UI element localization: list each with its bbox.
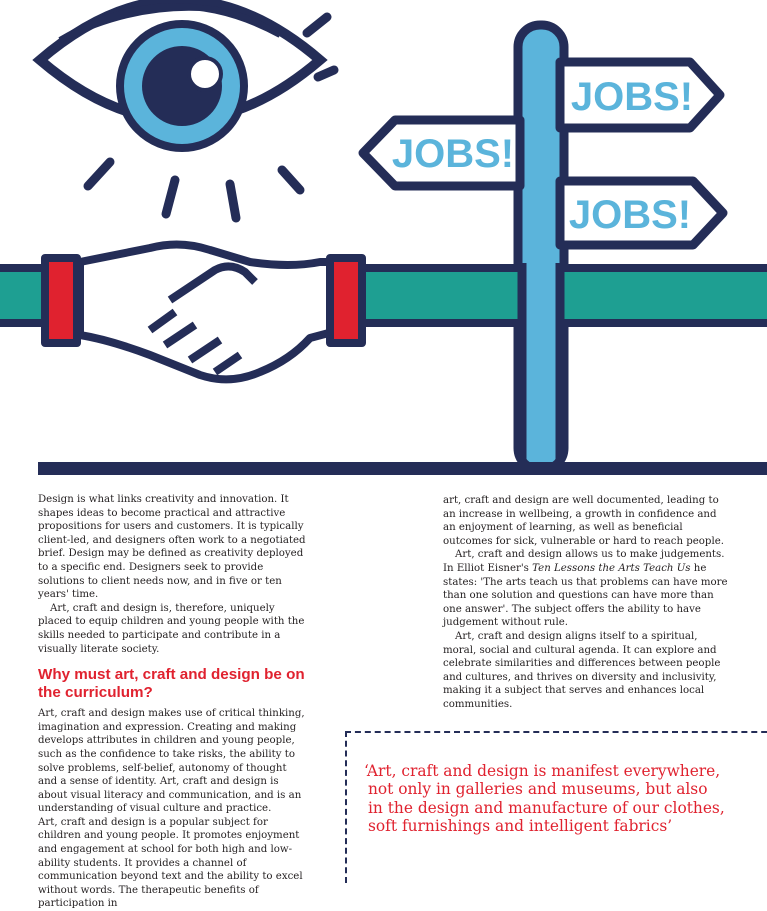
sign-left [363,120,520,186]
left-column [38,493,308,911]
pull-quote-line: in the design and manufacture of our clothes, [368,798,725,817]
book-title: Ten Lessons the Arts Teach Us [532,562,691,574]
sign-label: JOBS! [570,75,694,119]
paragraph: Art, craft and design aligns itself to a spiritual, moral, social and cultural agenda. It can explore and celebrate similarities and differences between people and cultures, and thrives on diversity and inclusivity, making it a subject that serves and enhances local communities. [443,630,721,710]
sign-bottom-right [560,181,723,245]
text: Art, craft and design allows us to make judgements. In Elliot Eisner's [443,549,725,574]
paragraph-eisner [443,548,731,630]
paragraph: art, craft and design are well documented, leading to an increase in wellbeing, a growth in confidence and an enjoyment of learning, as well as beneficial outcomes for sick, vulnerable or hard to reach people. [443,495,724,547]
paragraph: Art, craft and design is a popular subject for children and young people. It promotes enjoyment and engagement at school for both high and low-ability students. It provides a channel of communication beyond text and the ability to excel without words. The therapeutic benefits of participation in [38,816,303,910]
ground-line [38,462,767,475]
intro-paragraph: Design is what links creativity and innovation. It shapes ideas to become practical and attractive propositions for users and customers. It is typically client-led, and designers often work to a negotiated brief. Design may be defined as creativity deployed to a specific end. Designers seek to provide solutions to client needs now, and in five or ten years' time. [38,494,306,601]
section-heading: Why must art, craft and design be on the curriculum? [38,666,305,702]
pull-quote [364,762,759,835]
sign-label: JOBS! [391,132,515,176]
sign-top-right [560,62,720,128]
right-column [443,494,731,712]
pull-quote-line: not only in galleries and museums, but also [368,780,708,799]
pull-quote-line: soft furnishings and intelligent fabrics’ [368,816,673,835]
handshake-icon [45,244,362,379]
sign-label: JOBS! [568,193,692,237]
text: he states: 'The arts teach us that problems can have more than one solution and questions can have more than one answer'. The subject offers the ability to have judgement without rule. [443,562,728,629]
paragraph: Art, craft and design is, therefore, uniquely placed to equip children and young people with the skills needed to participate and contribute in a visually literate society. [38,602,305,655]
pull-quote-line: ‘Art, craft and design is manifest everywhere, [364,762,721,780]
eye-icon [40,0,320,148]
paragraph: Art, craft and design makes use of critical thinking, imagination and expression. Creating and making develops attributes in children and young people, such as the confidence to take risks, the ability to solve problems, self-belief, autonomy of thought and a sense of identity. Art, craft and design is about visual literacy and communication, and is an understanding of visual culture and practice. [38,708,305,815]
